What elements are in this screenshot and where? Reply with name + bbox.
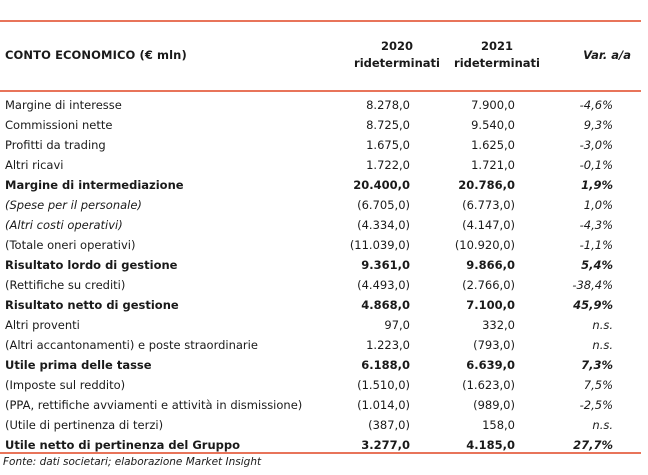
row-value-2020: 4.868,0 [361,298,410,312]
row-value-2020: (6.705,0) [357,198,410,212]
table-row [0,335,641,355]
row-value-2021: 7.100,0 [466,298,515,312]
row-value-2020: 9.361,0 [361,258,410,272]
row-variation: n.s. [592,418,613,432]
table-row-subtotal [0,175,641,195]
row-value-2020: 1.223,0 [366,338,410,352]
row-label: Profitti da trading [5,138,106,152]
row-value-2020: 6.188,0 [361,358,410,372]
row-label: Utile netto di pertinenza del Gruppo [5,438,240,452]
row-value-2020: 1.675,0 [366,138,410,152]
row-value-2020: 97,0 [384,318,410,332]
row-label: Utile prima delle tasse [5,358,152,372]
row-value-2021: 20.786,0 [458,178,515,192]
row-label: (PPA, rettifiche avviamenti e attività in dismissione) [5,398,303,412]
table-row [0,215,641,235]
row-value-2020: (11.039,0) [349,238,410,252]
row-value-2021: (989,0) [473,398,515,412]
table-header [0,22,641,90]
row-value-2020: 20.400,0 [353,178,410,192]
header-rule [0,90,641,92]
row-value-2021: (6.773,0) [462,198,515,212]
row-variation: 27,7% [573,438,613,452]
row-label: (Imposte sul reddito) [5,378,126,392]
header-col-var: Var. a/a [583,48,631,62]
row-value-2021: (2.766,0) [462,278,515,292]
table-row [0,275,641,295]
row-value-2021: 332,0 [482,318,515,332]
row-value-2021: (10.920,0) [454,238,515,252]
header-col-2020-sub: rideterminati [354,56,440,70]
table-row [0,395,641,415]
row-value-2020: (4.334,0) [357,218,410,232]
row-label: Altri ricavi [5,158,64,172]
row-value-2020: (1.510,0) [357,378,410,392]
row-value-2021: 4.185,0 [466,438,515,452]
row-label: Altri proventi [5,318,80,332]
row-variation: 5,4% [581,258,613,272]
row-label: Risultato lordo di gestione [5,258,178,272]
table-row [0,195,641,215]
row-value-2021: (4.147,0) [462,218,515,232]
row-label: (Utile di pertinenza di terzi) [5,418,164,432]
row-value-2020: 1.722,0 [366,158,410,172]
row-value-2021: (793,0) [473,338,515,352]
row-value-2021: 1.721,0 [471,158,515,172]
table-row-subtotal [0,255,641,275]
row-value-2021: (1.623,0) [462,378,515,392]
row-value-2021: 158,0 [482,418,515,432]
row-value-2021: 9.866,0 [466,258,515,272]
table-row [0,155,641,175]
row-label: Margine di intermediazione [5,178,184,192]
row-value-2021: 6.639,0 [466,358,515,372]
row-value-2020: 8.278,0 [366,98,410,112]
row-variation: -38,4% [572,278,613,292]
header-col-2021-sub: rideterminati [454,56,540,70]
row-variation: -4,6% [579,98,613,112]
table-row-subtotal [0,355,641,375]
row-value-2020: 8.725,0 [366,118,410,132]
row-variation: n.s. [592,318,613,332]
row-label: Margine di interesse [5,98,122,112]
row-variation: -0,1% [579,158,613,172]
table-row [0,375,641,395]
row-variation: 1,0% [583,198,613,212]
row-value-2021: 9.540,0 [471,118,515,132]
row-value-2020: (387,0) [368,418,410,432]
row-value-2020: 3.277,0 [361,438,410,452]
table-row [0,135,641,155]
row-label: (Altri costi operativi) [5,218,123,232]
row-label: Risultato netto di gestione [5,298,179,312]
source-note: Fonte: dati societari; elaborazione Market Insight [3,456,262,468]
row-variation: 45,9% [573,298,613,312]
header-col-2021 [447,38,547,72]
row-variation: n.s. [592,338,613,352]
bottom-rule [0,452,641,454]
row-variation: 1,9% [581,178,613,192]
table-row [0,235,641,255]
header-col-2020-year: 2020 [380,39,413,53]
row-label: (Spese per il personale) [5,198,142,212]
row-label: (Altri accantonamenti) e poste straordinarie [5,338,258,352]
row-value-2020: (4.493,0) [357,278,410,292]
row-label: (Rettifiche su crediti) [5,278,126,292]
table-row [0,415,641,435]
row-variation: -2,5% [579,398,613,412]
header-col-2021-year: 2021 [480,39,513,53]
table-row-subtotal [0,295,641,315]
row-label: (Totale oneri operativi) [5,238,136,252]
row-variation: -3,0% [579,138,613,152]
row-variation: 7,5% [583,378,613,392]
row-variation: 9,3% [583,118,613,132]
header-title: CONTO ECONOMICO (€ mln) [5,48,187,62]
header-col-2020 [347,38,447,72]
row-value-2020: (1.014,0) [357,398,410,412]
row-variation: -4,3% [579,218,613,232]
table-body [0,95,641,455]
row-variation: -1,1% [579,238,613,252]
table-row [0,315,641,335]
row-label: Commissioni nette [5,118,113,132]
row-variation: 7,3% [581,358,613,372]
table-row [0,115,641,135]
row-value-2021: 7.900,0 [471,98,515,112]
table-row [0,95,641,115]
row-value-2021: 1.625,0 [471,138,515,152]
